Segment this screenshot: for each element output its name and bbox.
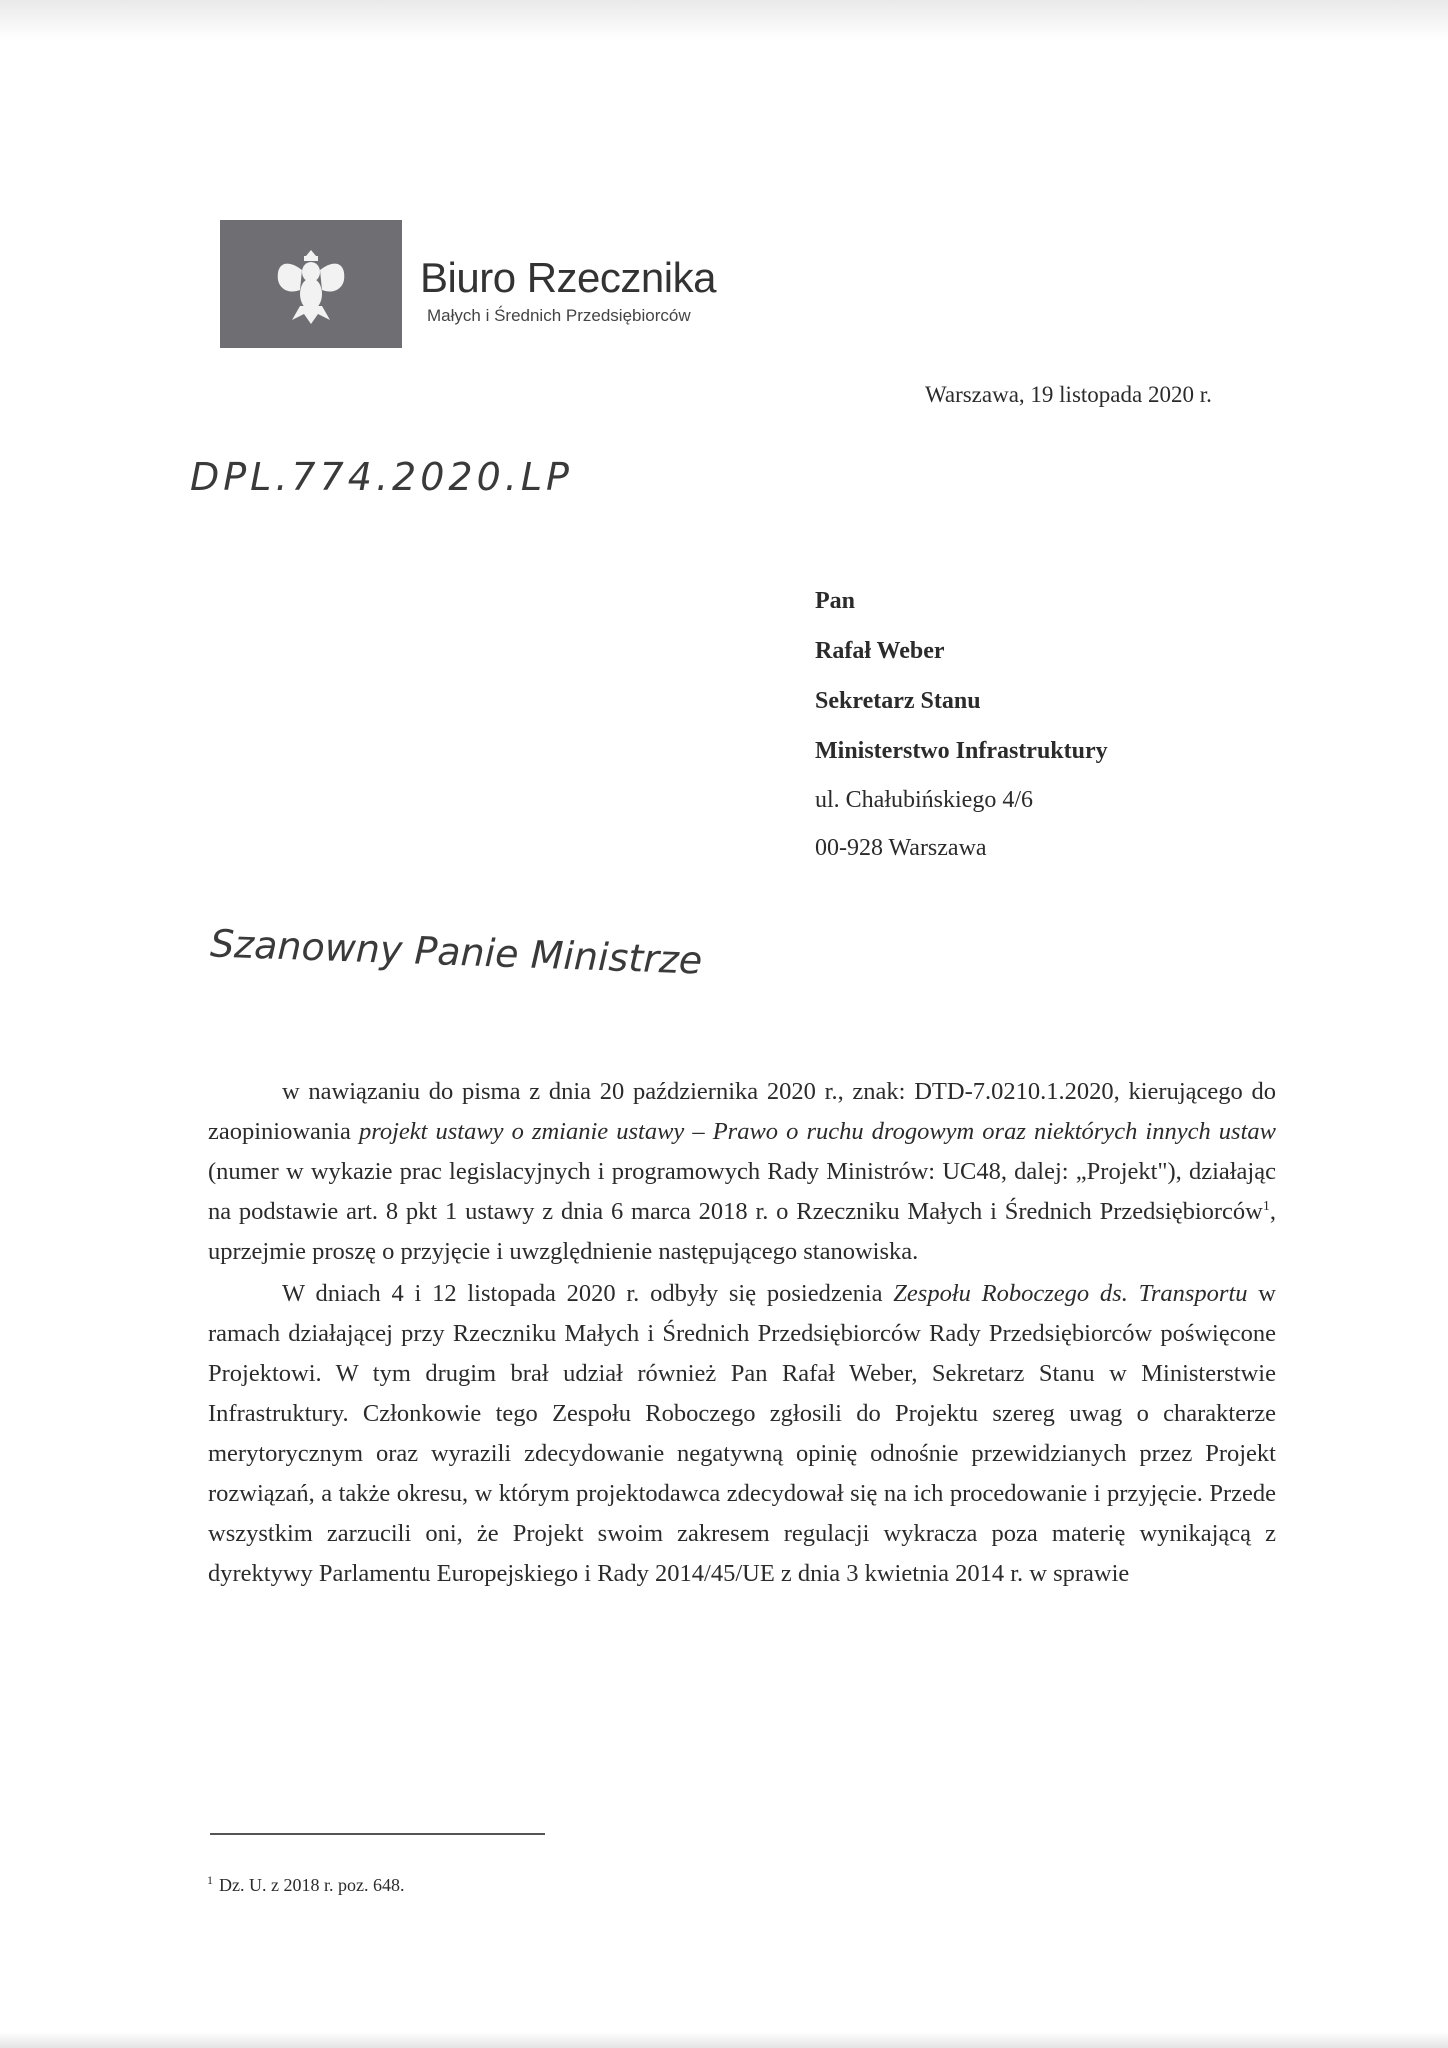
eagle-icon bbox=[220, 220, 402, 348]
scan-edge-top bbox=[0, 0, 1448, 40]
recipient-line: Pan bbox=[815, 588, 856, 614]
recipient-ministry: Ministerstwo Infrastruktury bbox=[815, 738, 1108, 764]
footnote-text: Dz. U. z 2018 r. poz. 648. bbox=[219, 1875, 405, 1895]
team-name: Zespołu Roboczego ds. Transportu bbox=[893, 1280, 1248, 1307]
date-line: Warszawa, 19 listopada 2020 r. bbox=[925, 382, 1212, 407]
scan-edge-bottom bbox=[0, 2032, 1448, 2048]
handwritten-salutation: Szanowny Panie Ministrze bbox=[209, 921, 703, 983]
recipient-street: ul. Chałubińskiego 4/6 bbox=[815, 787, 1033, 813]
footnote-reference: 1 bbox=[1262, 1198, 1270, 1214]
footnote bbox=[207, 1873, 404, 1896]
bill-title: projekt ustawy o zmianie ustawy – Prawo o ruchu drogowym oraz niektórych innych ustaw bbox=[358, 1118, 1276, 1145]
recipient-name: Rafał Weber bbox=[815, 638, 945, 664]
paragraph-text: W dniach 4 i 12 listopada 2020 r. odbyły się posiedzenia bbox=[282, 1280, 894, 1307]
recipient-title: Sekretarz Stanu bbox=[815, 688, 981, 714]
paragraph-text: , uprzejmie proszę o przyjęcie i uwzględnienie następującego stanowiska. bbox=[208, 1198, 1276, 1265]
org-subtitle: Małych i Średnich Przedsiębiorców bbox=[427, 306, 691, 325]
paragraph-text: (numer w wykazie prac legislacyjnych i programowych Rady Ministrów: UC48, dalej: „Projekt"), działając na podstawie art. 8 pkt 1 ustawy z dnia 6 marca 2018 r. o Rzeczniku Małych i Średnich Przedsiębiorców bbox=[208, 1158, 1276, 1225]
footnote-mark: 1 bbox=[207, 1873, 213, 1887]
org-name: Biuro Rzecznika bbox=[420, 254, 716, 301]
handwritten-reference: DPL.774.2020.LP bbox=[190, 455, 573, 499]
recipient-city: 00-928 Warszawa bbox=[815, 835, 987, 861]
paragraph-text: w ramach działającej przy Rzeczniku Małych i Średnich Przedsiębiorców Rady Przedsiębiorców poświęcone Projektowi. W tym drugim brał udział również Pan Rafał Weber, Sekretarz Stanu w Ministerstwie Infrastruktury. Członkowie tego Zespołu Roboczego zgłosili do Projektu szereg uwag o charakterze merytorycznym oraz wyrazili zdecydowanie negatywną opinię odnośnie przewidzianych przez Projekt rozwiązań, a także okresu, w którym projektodawca zdecydował się na ich procedowanie i przyjęcie. Przede wszystkim zarzucili oni, że Projekt swoim zakresem regulacji wykracza poza materię wynikającą z dyrektywy Parlamentu Europejskiego i Rady 2014/45/UE z dnia 3 kwietnia 2014 r. w sprawie bbox=[208, 1280, 1276, 1587]
footnote-divider bbox=[210, 1833, 545, 1835]
letter-body bbox=[208, 1072, 1276, 1594]
paragraph-2 bbox=[208, 1274, 1276, 1594]
paragraph-1 bbox=[208, 1072, 1276, 1272]
paragraph-text: w nawiązaniu do pisma z dnia 20 października 2020 r., znak: DTD-7.0210.1.2020, kierującego do zaopiniowania bbox=[208, 1078, 1276, 1145]
emblem-logo bbox=[220, 220, 402, 348]
